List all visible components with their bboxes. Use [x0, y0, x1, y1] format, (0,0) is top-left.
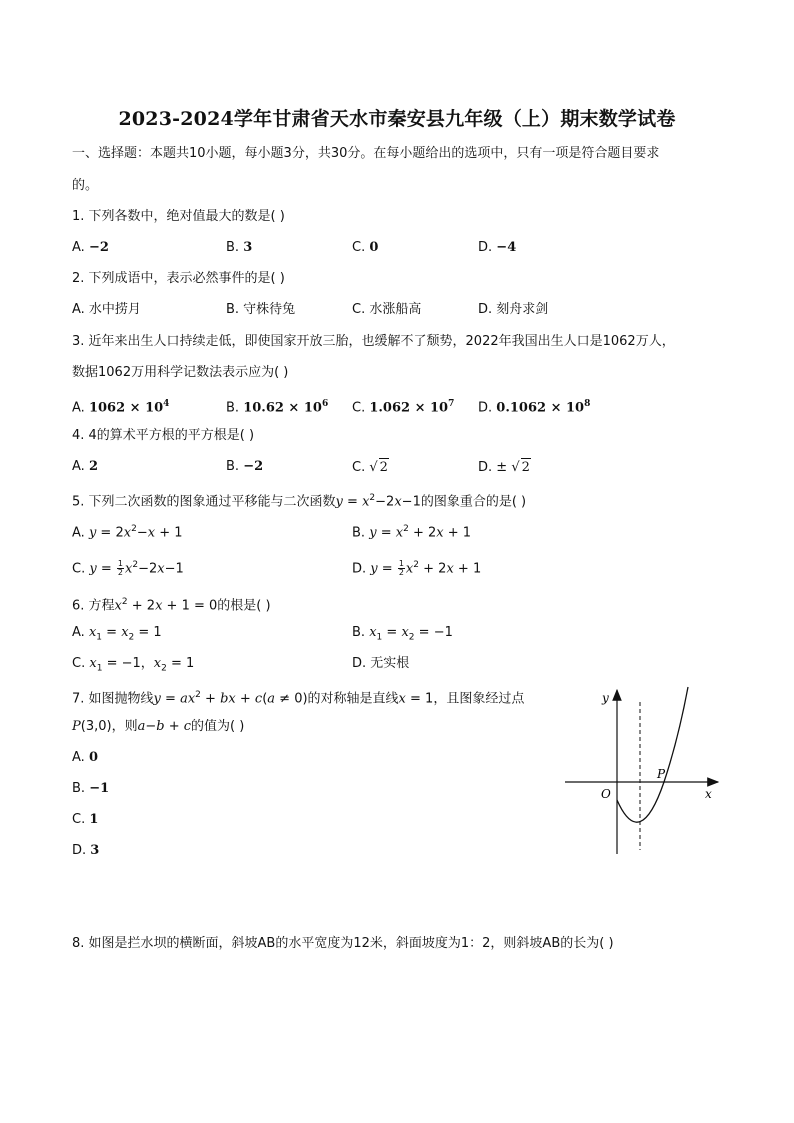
q3-stem-line1: 3. 近年来出生人口持续走低，即使国家开放三胎，也缓解不了颓势，2022年我国出生人口是1062万人， [72, 334, 675, 349]
section-instructions-line1: 一、选择题：本题共10小题，每小题3分，共30分。在每小题给出的选项中，只有一项是符合题目要求 [72, 146, 660, 161]
q7-stem-line2: P(3,0)，则a−b + c的值为( ) [72, 719, 245, 734]
page-title: 2023-2024学年甘肃省天水市秦安县九年级（上）期末数学试卷 [118, 108, 676, 130]
q1-stem: 1. 下列各数中，绝对值最大的数是( ) [72, 209, 285, 224]
y-axis-label: y [602, 691, 609, 705]
q7-option-d: D. 3 [72, 843, 100, 858]
q7-option-c: C. 1 [72, 812, 99, 827]
parabola-curve [617, 687, 688, 822]
q7-stem-line1: 7. 如图抛物线$y = ax^2$ + bx + c(a ≠ 0)的对称轴是直线x = 1，且图象经过点 [72, 690, 525, 707]
q1-option-d: D. −4 [478, 240, 517, 255]
q6-option-d: D. 无实根 [352, 656, 410, 671]
q8-stem: 8. 如图是拦水坝的横断面，斜坡AB的水平宽度为12米，斜面坡度为1：2，则斜坡AB的长为( ) [72, 936, 614, 951]
q1-option-c: C. 0 [352, 240, 379, 255]
q2-option-d: D. 刻舟求剑 [478, 302, 549, 317]
q2-stem: 2. 下列成语中，表示必然事件的是( ) [72, 271, 285, 286]
q1-option-b: B. 3 [226, 240, 253, 255]
q3-option-c: C. $1.062 \times 10^7$ [352, 399, 455, 416]
q4-stem: 4. 4的算术平方根的平方根是( ) [72, 428, 255, 443]
q5-option-c: C. y = $\frac{1}{2}$ $x^2-2x-1$ [72, 559, 184, 578]
q7-option-b: B. −1 [72, 781, 110, 796]
q6-option-c: C. $x_1 = -1$，$x_2 = 1$ [72, 656, 195, 674]
q4-option-a: A. 2 [72, 459, 98, 474]
q6-option-a: A. $x_1 = x_2 = 1$ [72, 625, 162, 643]
point-p-label: P [657, 767, 666, 781]
q5-option-d: D. y = $\frac{1}{2}$ $x^2 + 2x + 1$ [352, 559, 482, 578]
q3-option-d: D. $0.1062 \times 10^8$ [478, 399, 591, 416]
q1-option-a: A. −2 [72, 240, 109, 255]
origin-label: O [601, 787, 611, 801]
q5-option-b: B. $y = x^2 + 2x + 1$ [352, 524, 472, 541]
section-instructions-line2: 的。 [72, 178, 99, 193]
q4-option-b: B. −2 [226, 459, 264, 474]
q2-option-a: A. 水中捞月 [72, 302, 141, 317]
q5-option-a: A. $y = 2x^2-x + 1$ [72, 524, 183, 541]
q5-stem: 5. 下列二次函数的图象通过平移能与二次函数$y = x^2-2x-1$的图象重合的是( ) [72, 493, 527, 510]
q2-option-c: C. 水涨船高 [352, 302, 422, 317]
q4-option-d: D. ± √ 2 [478, 460, 530, 475]
q3-stem-line2: 数据1062万用科学记数法表示应为( ) [72, 365, 289, 380]
x-axis-label: x [705, 787, 712, 801]
q7-option-a: A. 0 [72, 750, 98, 765]
q2-option-b: B. 守株待兔 [226, 302, 296, 317]
q7-parabola-graph [560, 682, 730, 860]
q3-option-b: B. $10.62 \times 10^6$ [226, 399, 329, 416]
q6-option-b: B. $x_1 = x_2 = -1$ [352, 625, 453, 643]
q4-option-c: C. √ 2 [352, 460, 388, 475]
q6-stem: 6. 方程$x^2 + 2x + 1 = 0$的根是( ) [72, 597, 271, 614]
q3-option-a: A. $1062 \times 10^4$ [72, 399, 170, 416]
